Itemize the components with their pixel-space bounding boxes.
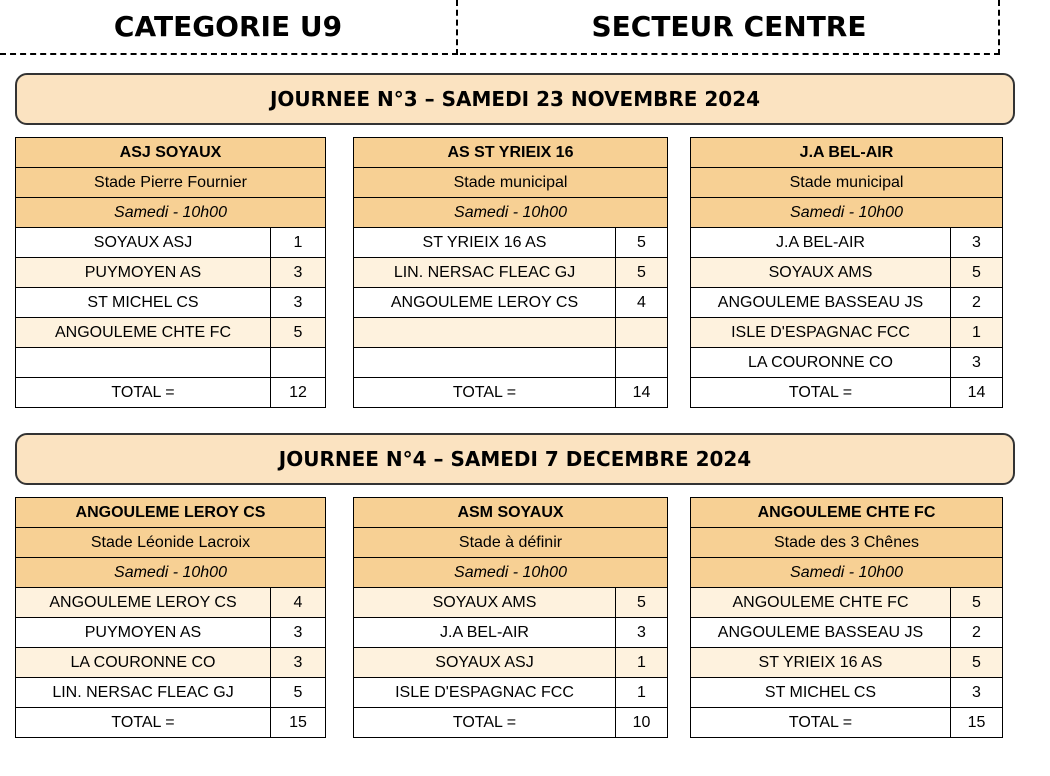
team-name: ANGOULEME BASSEAU JS [691, 618, 951, 648]
category-title: CATEGORIE U9 [113, 10, 343, 43]
team-row [354, 678, 668, 708]
team-name: ST YRIEIX 16 AS [691, 648, 951, 678]
venue-stade: Stade des 3 Chênes [691, 528, 1003, 558]
total-row [354, 378, 668, 408]
total-label: TOTAL = [691, 708, 951, 738]
team-row [691, 348, 1003, 378]
team-count: 5 [616, 228, 668, 258]
total-label: TOTAL = [16, 708, 271, 738]
team-row [691, 258, 1003, 288]
team-name: PUYMOYEN AS [16, 258, 271, 288]
j4-venue-asm-soyaux [353, 497, 668, 738]
team-name: J.A BEL-AIR [354, 618, 616, 648]
team-name: ISLE D'ESPAGNAC FCC [691, 318, 951, 348]
team-row [354, 588, 668, 618]
team-name: SOYAUX AMS [691, 258, 951, 288]
venue-club: ASM SOYAUX [354, 498, 668, 528]
team-row [16, 588, 326, 618]
total-row [16, 378, 326, 408]
venue-club: ANGOULEME CHTE FC [691, 498, 1003, 528]
journee-4-banner [15, 433, 1015, 485]
team-row [354, 648, 668, 678]
journee-3-banner [15, 73, 1015, 125]
category-header [0, 0, 458, 55]
total-value: 15 [271, 708, 326, 738]
team-name: ISLE D'ESPAGNAC FCC [354, 678, 616, 708]
team-count: 1 [616, 648, 668, 678]
team-name: LA COURONNE CO [16, 648, 271, 678]
team-count: 4 [616, 288, 668, 318]
team-name: ST YRIEIX 16 AS [354, 228, 616, 258]
team-name: ANGOULEME CHTE FC [691, 588, 951, 618]
j3-venue-as-st-yrieix [353, 137, 668, 408]
team-count [271, 348, 326, 378]
venue-time: Samedi - 10h00 [354, 558, 668, 588]
team-count: 5 [616, 588, 668, 618]
team-row [16, 618, 326, 648]
team-count: 3 [271, 288, 326, 318]
team-count: 5 [951, 258, 1003, 288]
team-row [16, 258, 326, 288]
sector-header [460, 0, 1000, 55]
total-value: 12 [271, 378, 326, 408]
team-count: 3 [951, 228, 1003, 258]
team-count: 3 [951, 678, 1003, 708]
team-count: 4 [271, 588, 326, 618]
j3-venue-asj-soyaux [15, 137, 326, 408]
total-row [691, 378, 1003, 408]
team-count: 5 [951, 588, 1003, 618]
total-row [16, 708, 326, 738]
team-row [691, 228, 1003, 258]
team-row [691, 618, 1003, 648]
team-row [354, 258, 668, 288]
venue-time: Samedi - 10h00 [691, 558, 1003, 588]
team-name: J.A BEL-AIR [691, 228, 951, 258]
venue-club: AS ST YRIEIX 16 [354, 138, 668, 168]
team-count: 3 [271, 648, 326, 678]
team-name [354, 348, 616, 378]
venue-time: Samedi - 10h00 [16, 198, 326, 228]
total-value: 14 [951, 378, 1003, 408]
venue-stade: Stade municipal [354, 168, 668, 198]
venue-time: Samedi - 10h00 [354, 198, 668, 228]
team-count: 1 [951, 318, 1003, 348]
venue-stade: Stade municipal [691, 168, 1003, 198]
team-row [354, 618, 668, 648]
venue-club: ASJ SOYAUX [16, 138, 326, 168]
team-count: 2 [951, 288, 1003, 318]
team-name: ST MICHEL CS [16, 288, 271, 318]
team-name: PUYMOYEN AS [16, 618, 271, 648]
team-name: SOYAUX ASJ [16, 228, 271, 258]
venue-stade: Stade Pierre Fournier [16, 168, 326, 198]
total-row [691, 708, 1003, 738]
venue-club: ANGOULEME LEROY CS [16, 498, 326, 528]
team-name: ST MICHEL CS [691, 678, 951, 708]
team-count: 3 [271, 618, 326, 648]
team-count: 3 [616, 618, 668, 648]
team-name [354, 318, 616, 348]
team-name: LIN. NERSAC FLEAC GJ [354, 258, 616, 288]
team-name: LA COURONNE CO [691, 348, 951, 378]
team-count: 5 [271, 318, 326, 348]
team-count: 2 [951, 618, 1003, 648]
team-row [16, 348, 326, 378]
team-name: SOYAUX AMS [354, 588, 616, 618]
j4-venue-angouleme-leroy [15, 497, 326, 738]
team-row [691, 678, 1003, 708]
sector-title: SECTEUR CENTRE [591, 10, 867, 43]
team-count: 1 [271, 228, 326, 258]
venue-stade: Stade Léonide Lacroix [16, 528, 326, 558]
team-count: 3 [951, 348, 1003, 378]
total-row [354, 708, 668, 738]
team-count: 1 [616, 678, 668, 708]
total-label: TOTAL = [354, 708, 616, 738]
venue-time: Samedi - 10h00 [691, 198, 1003, 228]
team-count [616, 318, 668, 348]
venue-stade: Stade à définir [354, 528, 668, 558]
journee-3-title: JOURNEE N°3 – SAMEDI 23 NOVEMBRE 2024 [269, 87, 761, 111]
team-row [691, 588, 1003, 618]
j3-venue-ja-bel-air [690, 137, 1003, 408]
venue-club: J.A BEL-AIR [691, 138, 1003, 168]
team-count: 3 [271, 258, 326, 288]
team-row [16, 228, 326, 258]
team-name: SOYAUX ASJ [354, 648, 616, 678]
team-row [691, 648, 1003, 678]
venue-time: Samedi - 10h00 [16, 558, 326, 588]
team-count: 5 [616, 258, 668, 288]
team-name: ANGOULEME LEROY CS [354, 288, 616, 318]
team-row [16, 648, 326, 678]
team-row [16, 288, 326, 318]
team-row [16, 678, 326, 708]
team-name: LIN. NERSAC FLEAC GJ [16, 678, 271, 708]
total-label: TOTAL = [16, 378, 271, 408]
total-label: TOTAL = [354, 378, 616, 408]
team-count: 5 [271, 678, 326, 708]
team-row [691, 318, 1003, 348]
team-count [616, 348, 668, 378]
team-name: ANGOULEME BASSEAU JS [691, 288, 951, 318]
journee-4-title: JOURNEE N°4 – SAMEDI 7 DECEMBRE 2024 [278, 447, 752, 471]
team-name: ANGOULEME LEROY CS [16, 588, 271, 618]
team-name: ANGOULEME CHTE FC [16, 318, 271, 348]
total-label: TOTAL = [691, 378, 951, 408]
total-value: 10 [616, 708, 668, 738]
j4-venue-angouleme-chte [690, 497, 1003, 738]
team-row [354, 288, 668, 318]
team-name [16, 348, 271, 378]
total-value: 14 [616, 378, 668, 408]
total-value: 15 [951, 708, 1003, 738]
team-row [691, 288, 1003, 318]
team-count: 5 [951, 648, 1003, 678]
team-row [16, 318, 326, 348]
team-row [354, 348, 668, 378]
team-row [354, 228, 668, 258]
team-row [354, 318, 668, 348]
